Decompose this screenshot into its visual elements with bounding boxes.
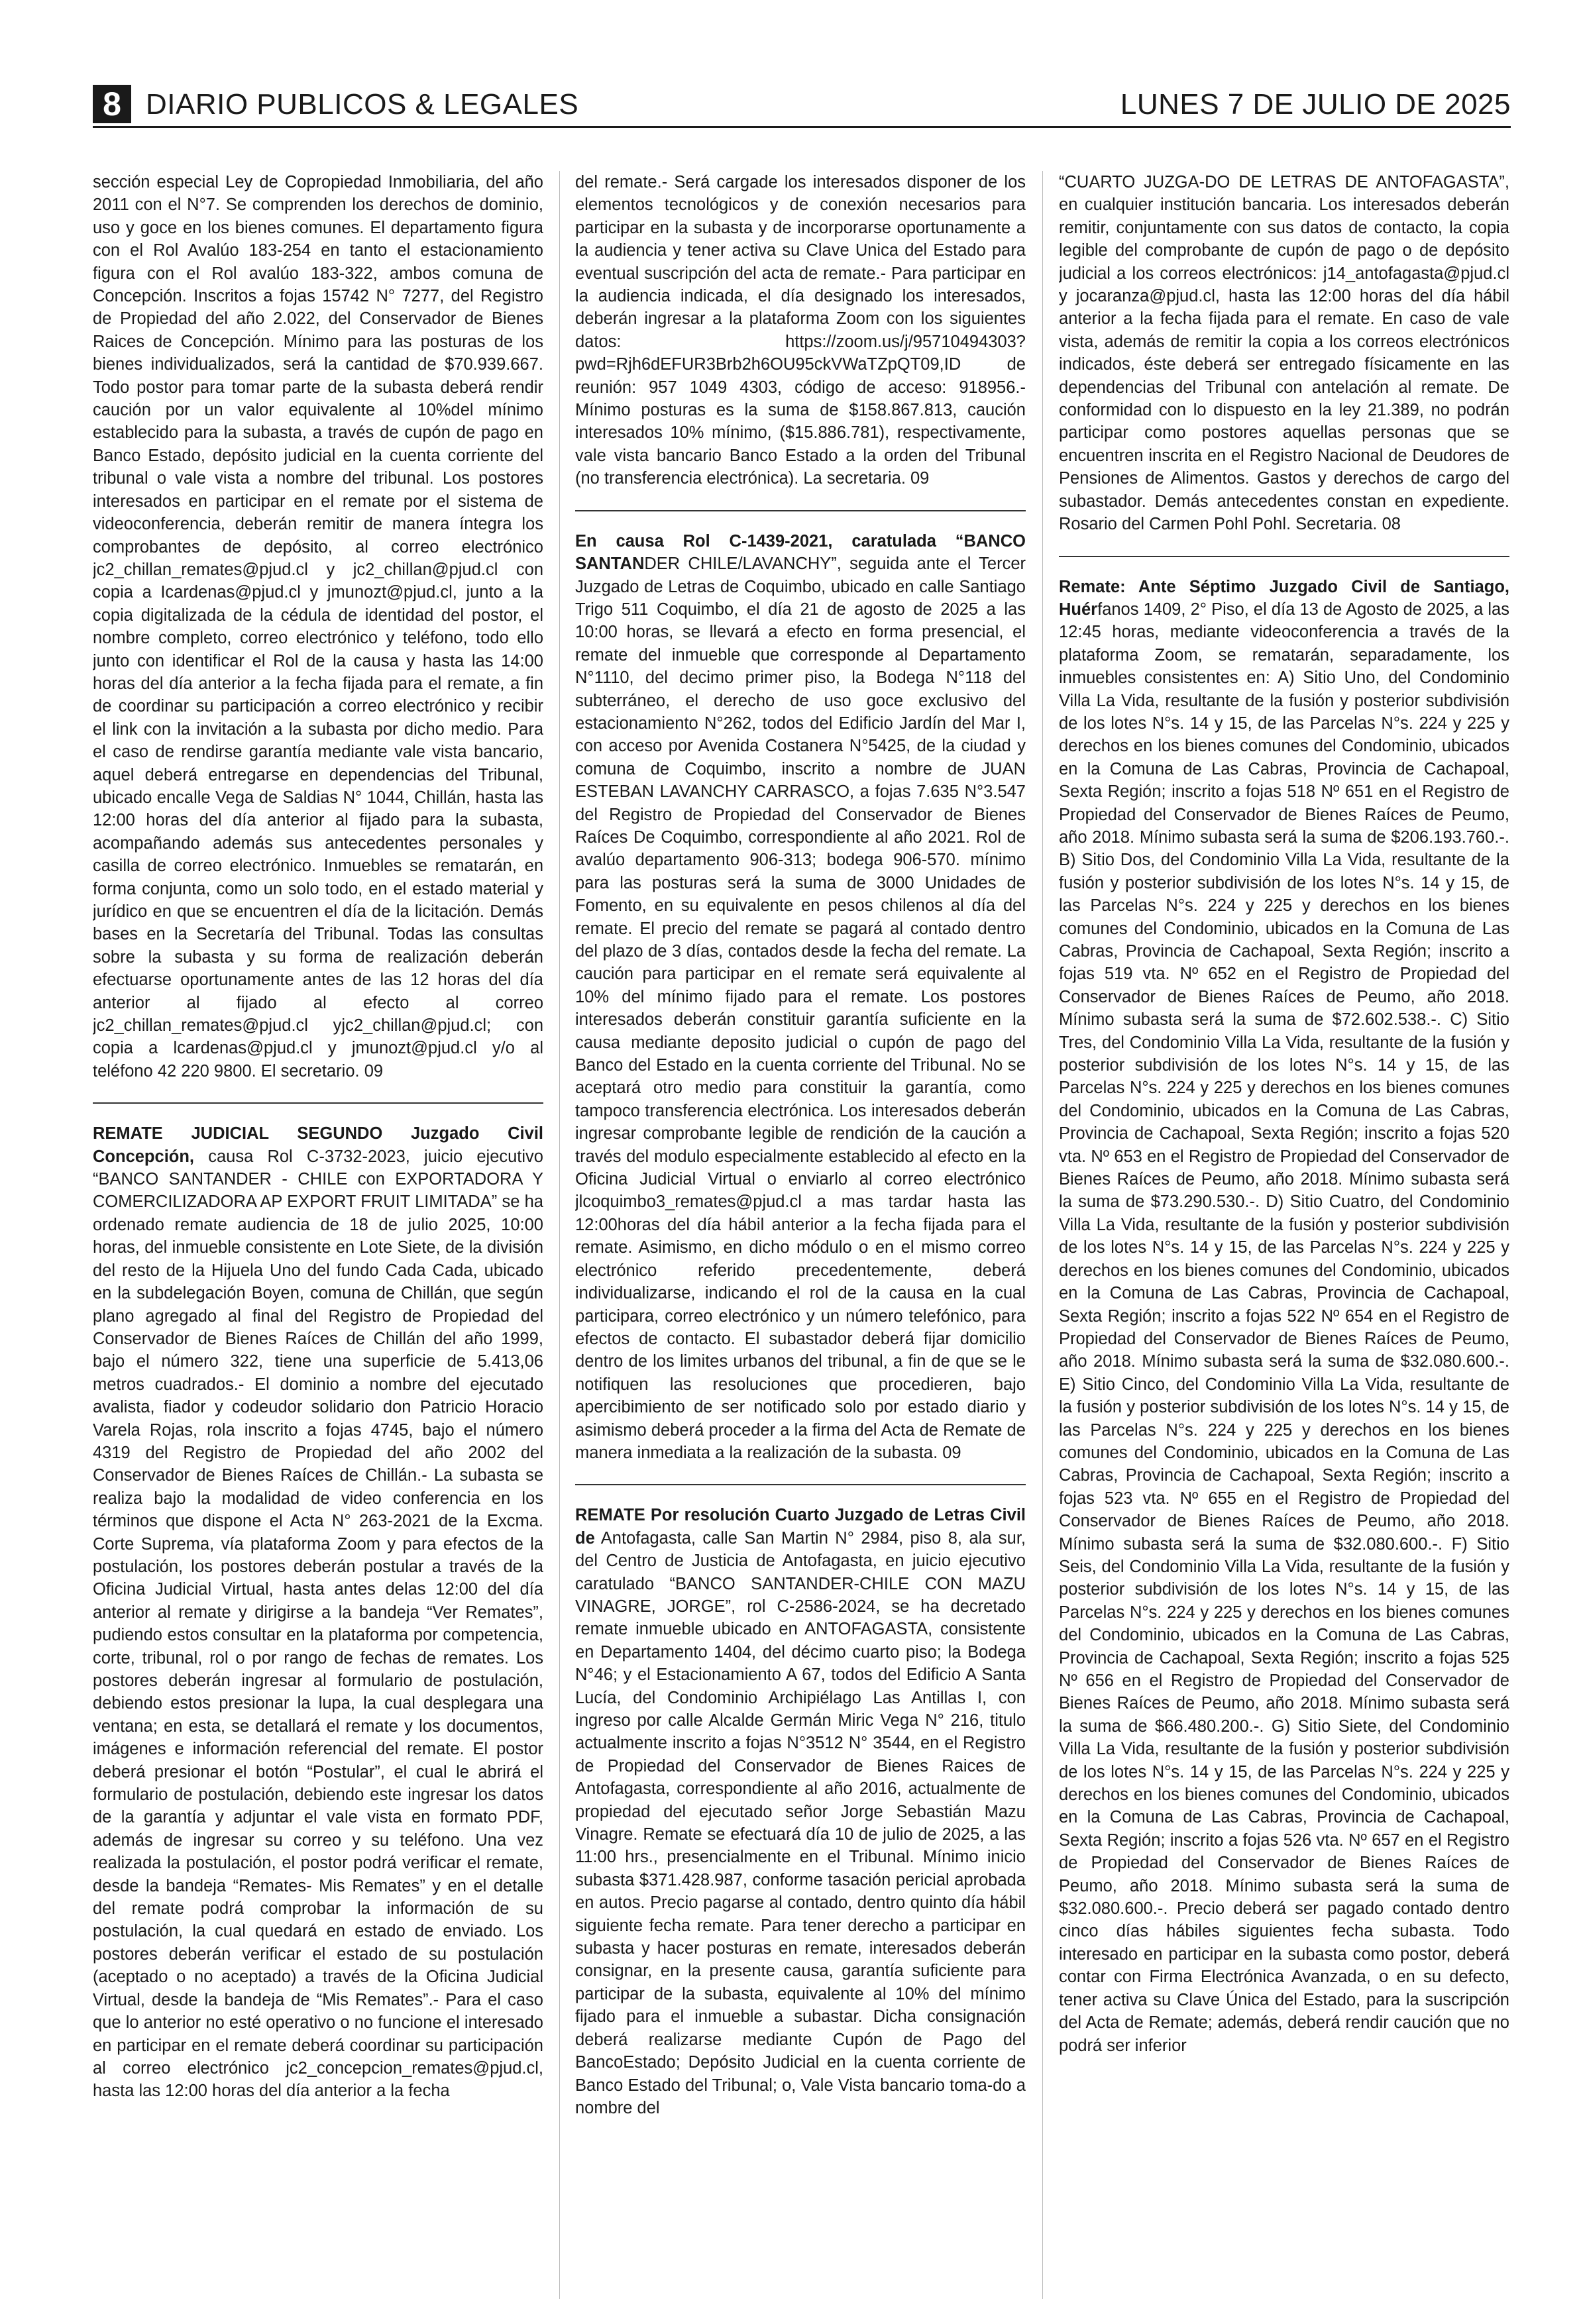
notice bbox=[93, 1102, 543, 2102]
notice-body: fanos 1409, 2° Piso, el día 13 de Agosto de 2025, a las 12:45 horas, mediante videoconferencia a través de la plataforma Zoom, se rematarán, separadamente, los inmuebles consistentes en: A) Sitio Uno, del Condominio Villa La Vida, resultante de la fusión y posterior subdivisión de los lotes N°s. 14 y 15, de las Parcelas N°s. 224 y 225 y derechos en los bienes comunes del Condominio, ubicados en la Comuna de Las Cabras, Provincia de Cachapoal, Sexta Región; inscrito a fojas 518 Nº 651 en el Registro de Propiedad del Conservador de Bienes Raíces de Peumo, año 2018. Mínimo subasta será la suma de $206.193.760.-. B) Sitio Dos, del Condominio Villa La Vida, resultante de la fusión y posterior subdivisión de los lotes N°s. 14 y 15, de las Parcelas N°s. 224 y 225 y derechos en los bienes comunes del Condominio, ubicados en la Comuna de Las Cabras, Provincia de Cachapoal, Sexta Región; inscrito a fojas 519 vta. Nº 652 en el Registro de Propiedad del Conservador de Bienes Raíces de Peumo, año 2018. Mínimo subasta será la suma de $72.602.538.-. C) Sitio Tres, del Condominio Villa La Vida, resultante de la fusión y posterior subdivisión de los lotes N°s. 14 y 15, de las Parcelas N°s. 224 y 225 y derechos en los bienes comunes del Condominio, ubicados en la Comuna de Las Cabras, Provincia de Cachapoal, Sexta Región; inscrito a fojas 520 vta. Nº 653 en el Registro de Propiedad del Conservador de Bienes Raíces de Peumo, año 2018. Mínimo subasta será la suma de $73.290.530.-. D) Sitio Cuatro, del Condominio Villa La Vida, resultante de la fusión y posterior subdivisión de los lotes N°s. 14 y 15, de las Parcelas N°s. 224 y 225 y derechos en los bienes comunes del Condominio, ubicados en la Comuna de Las Cabras, Provincia de Cachapoal, Sexta Región; inscrito a fojas 522 Nº 654 en el Registro de Propiedad del Conservador de Bienes Raíces de Peumo, año 2018. Mínimo subasta será la suma de $32.080.600.-. E) Sitio Cinco, del Condominio Villa La Vida, resultante de la fusión y posterior subdivisión de los lotes N°s. 14 y 15, de las Parcelas N°s. 224 y 225 y derechos en los bienes comunes del Condominio, ubicados en la Comuna de Las Cabras, Provincia de Cachapoal, Sexta Región; inscrito a fojas 523 vta. Nº 655 en el Registro de Propiedad del Conservador de Bienes Raíces de Peumo, año 2018. Mínimo subasta será la suma de $32.080.600.-. F) Sitio Seis, del Condominio Villa La Vida, resultante de la fusión y posterior subdivisión de los lotes N°s. 14 y 15, de las Parcelas N°s. 224 y 225 y derechos en los bienes comunes del Condominio, ubicados en la Comuna de Las Cabras, Provincia de Cachapoal, Sexta Región; inscrito a fojas 525 Nº 656 en el Registro de Propiedad del Conservador de Bienes Raíces de Peumo, año 2018. Mínimo subasta será la suma de $66.480.200.-. G) Sitio Siete, del Condominio Villa La Vida, resultante de la fusión y posterior subdivisión de los lotes N°s. 14 y 15, de las Parcelas N°s. 224 y 225 y derechos en los bienes comunes del Condominio, ubicados en la Comuna de Las Cabras, Provincia de Cachapoal, Sexta Región; inscrito a fojas 526 vta. Nº 657 en el Registro de Propiedad del Conservador de Bienes Raíces de Peumo, año 2018. Mínimo subasta será la suma de $32.080.600.-. Precio deberá ser pagado contado dentro cinco días hábiles siguientes fecha subasta. Todo interesado en participar en la subasta como postor, deberá contar con Firma Electrónica Avanzada, o en su defecto, tener activa su Clave Única del Estado, para la suscripción del Acta de Remate; además, deberá rendir caución que no podrá ser inferior bbox=[1059, 600, 1509, 2055]
notice bbox=[575, 1484, 1026, 2119]
notice-body: causa Rol C-3732-2023, juicio ejecutivo “BANCO SANTANDER - CHILE con EXPORTADORA Y COMERCILIZADORA AP EXPORT FRUIT LIMITADA” se ha ordenado remate audiencia de 18 de julio 2025, 10:00 horas, del inmueble consistente en Lote Siete, de la división del resto de la Hijuela Uno del fundo Cada Cada, ubicado en la subdelegación Boyen, comuna de Chillán, que según plano agregado al final del Registro de Propiedad del Conservador de Bienes Raíces de Chillán del año 1999, bajo el número 322, tiene una superficie de 5.413,06 metros cuadrados.- El dominio a nombre del ejecutado avalista, fiador y codeudor solidario don Patricio Horacio Varela Rojas, rola inscrito a fojas 4745, bajo el número 4319 del Registro de Propiedad del año 2002 del Conservador de Bienes Raíces de Chillán.- La subasta se realiza bajo la modalidad de video conferencia en los términos que dispone el Acta N° 263-2021 de la Excma. Corte Suprema, vía plataforma Zoom y para efectos de la postulación, los postores deberán postular a través de la Oficina Judicial Virtual, hasta antes delas 12:00 del día anterior al remate y dirigirse a la bandeja “Ver Remates”, pudiendo estos consultar en la plataforma por competencia, corte, tribunal, rol o por rango de fechas de remates. Los postores deberán ingresar al formulario de postulación, debiendo estos presionar la lupa, la cual desplegara una ventana; en esta, se detallará el remate y los documentos, imágenes e información referencial del remate. El postor deberá presionar el botón “Postular”, el cual le abrirá el formulario de postulación, debiendo este ingresar los datos de la garantía y adjuntar el vale vista en formato PDF, además de ingresar su correo y su teléfono. Una vez realizada la postulación, el postor podrá verificar el remate, desde la bandeja “Remates- Mis Remates” y en el detalle del remate podrá comprobar la información de su postulación, la cual quedará en estado de enviado. Los postores deberán verificar el estado de su postulación (aceptado o no aceptado) a través de la Oficina Judicial Virtual, desde la bandeja de “Mis Remates”.- Para el caso que lo anterior no esté operativo o no funcione el interesado en participar en el remate deberá coordinar su participación al correo electrónico jc2_concepcion_remates@pjud.cl, hasta las 12:00 horas del día anterior a la fecha bbox=[93, 1147, 543, 2101]
header-rule bbox=[93, 126, 1511, 128]
notice-body: del remate.- Será cargade los interesados disponer de los elementos tecnológicos y de conexión necesarios para participar en la subasta y de incorporarse oportunamente a la audiencia y tener activa su Clave Unica del Estado para eventual suscripción del acta de remate.- Para participar en la audiencia indicada, el día designado los interesados, deberán ingresar a la plataforma Zoom con los siguientes datos: https://zoom.us/j/95710494303?pwd=Rjh6dEFUR3Brb2h6OU95ckVWaTZpQT09,ID de reunión: 957 1049 4303, código de acceso: 918956.- Mínimo posturas es la suma de $158.867.813, caución interesados 10% mínimo, ($15.886.781), respectivamente, vale vista bancario Banco Estado a la orden del Tribunal (no transferencia electrónica). La secretaria. 09 bbox=[575, 173, 1026, 488]
column-2 bbox=[575, 171, 1026, 2299]
notice-text bbox=[1059, 171, 1509, 536]
notice bbox=[1059, 556, 1509, 2057]
notice-lead: REMATE Por resolución Cuarto Juzgado de Letras Civil de bbox=[575, 1506, 1026, 1548]
column-1 bbox=[93, 171, 543, 2299]
page-number: 8 bbox=[93, 85, 131, 123]
notice-body: “CUARTO JUZGA-DO DE LETRAS DE ANTOFAGASTA”, en cualquier institución bancaria. Los interesados deberán remitir, conjuntamente con sus datos de contacto, la copia legible del comprobante de cupón de pago o de depósito judicial a los correos electrónicos: j14_antofagasta@pjud.cl y jocaranza@pjud.cl, hasta las 12:00 horas del día hábil anterior a la fecha fijada para el remate. En caso de vale vista, además de remitir la copia a los correos electrónicos indicados, éste deberá ser entregado físicamente en las dependencias del Tribunal con antelación al remate. De conformidad con lo dispuesto en la ley 21.389, no podrán participar como postores aquellas personas que se encuentren inscrita en el Registro Nacional de Deudores de Pensiones de Alimentos. Gastos y derechos de cargo del subastador. Demás antecedentes constan en expediente. Rosario del Carmen Pohl Pohl. Secretaria. 08 bbox=[1059, 173, 1509, 534]
notice bbox=[1059, 171, 1509, 536]
notice-text bbox=[93, 171, 543, 1083]
notice bbox=[575, 510, 1026, 1465]
notice-body: DER CHILE/LAVANCHY”, seguida ante el Tercer Juzgado de Letras de Coquimbo, ubicado en calle Santiago Trigo 511 Coquimbo, el día 21 de agosto de 2025 a las 10:00 horas, se llevará a efecto en forma presencial, el remate del inmueble que corresponde al Departamento N°1110, del decimo primer piso, la Bodega N°118 del subterráneo, el derecho de uso goce exclusivo del estacionamiento N°262, todos del Edificio Jardín del Mar I, con acceso por Avenida Costanera N°5425, de la ciudad y comuna de Coquimbo, inscrito a nombre de JUAN ESTEBAN LAVANCHY CARRASCO, a fojas 7.635 N°3.547 del Registro de Propiedad del Conservador de Bienes Raíces De Coquimbo, correspondiente al año 2021. Rol de avalúo departamento 906-313; bodega 906-570. mínimo para las posturas será la suma de 3000 Unidades de Fomento, en su equivalente en pesos chilenos al día del remate. El precio del remate se pagará al contado dentro del plazo de 3 días, contados desde la fecha del remate. La caución para participar en el remate será equivalente al 10% del mínimo fijado para el remate. Los postores interesados deberán constituir garantía suficiente en la causa mediante deposito judicial o cupón de pago del Banco del Estado en la cuenta corriente del Tribunal. No se aceptará otro medio para constituir la garantía, como tampoco transferencia electrónica. Los interesados deberán ingresar comprobante legible de rendición de la caución a través del modulo especialmente establecido al efecto en la Oficina Judicial Virtual o enviarlo al correo electrónico jlcoquimbo3_remates@pjud.cl a mas tardar hasta las 12:00horas del día hábil anterior a la fecha fijada para el remate. Asimismo, en dicho módulo o en el mismo correo electrónico referido precedentemente, deberá individualizarse, indicando el rol de la causa en la cual participara, correo electrónico y un número telefónico, para efectos de contacto. El subastador deberá fijar domicilio dentro de los limites urbanos del tribunal, a fin de que se le notifiquen las resoluciones que procedieren, bajo apercibimiento de ser notificado solo por estado diario y asimismo deberá proceder a la firma del Acta de Remate de manera inmediata a la realización de la subasta. 09 bbox=[575, 555, 1026, 1462]
notice-body: Antofagasta, calle San Martin N° 2984, piso 8, ala sur, del Centro de Justicia de Antofagasta, en juicio ejecutivo caratulado “BANCO SANTANDER-CHILE CON MAZU VINAGRE, JORGE”, rol C-2586-2024, se ha decretado remate inmueble ubicado en ANTOFAGASTA, consistente en Departamento 1404, del décimo cuarto piso; la Bodega N°46; y el Estacionamiento A 67, todos del Edificio A Santa Lucía, del Condominio Archipiélago Las Antillas I, con ingreso por calle Alcalde Germán Miric Vega N° 216, titulo actualmente inscrito a fojas N°3512 N° 3544, en el Registro de Propiedad del Conservador de Bienes Raices de Antofagasta, correspondiente al año 2016, actualmente de propiedad del ejecutado señor Jorge Sebastián Mazu Vinagre. Remate se efectuará día 10 de julio de 2025, a las 11:00 hrs., presencialmente en el Tribunal. Mínimo inicio subasta $371.428.987, conforme tasación pericial aprobada en autos. Precio pagarse al contado, dentro quinto día hábil siguiente fecha remate. Para tener derecho a participar en subasta y hacer posturas en remate, interesados deberán consignar, en la presente causa, garantía suficiente para participar de la subasta, equivalente al 10% del mínimo fijado para el inmueble a subastar. Dicha consignación deberá realizarse mediante Cupón de Pago del BancoEstado; Depósito Judicial en la cuenta corriente de Banco Estado del Tribunal; o, Vale Vista bancario toma-do a nombre del bbox=[575, 1528, 1026, 2117]
notice-lead: REMATE JUDICIAL SEGUNDO Juzgado Civil Concepción, bbox=[93, 1124, 543, 1166]
notice bbox=[575, 171, 1026, 490]
column-separator bbox=[559, 171, 560, 2299]
page-header bbox=[93, 85, 1511, 123]
notice-text bbox=[575, 1504, 1026, 2119]
notice bbox=[93, 171, 543, 1083]
column-separator bbox=[1042, 171, 1043, 2299]
notice-lead: Remate: Ante Séptimo Juzgado Civil de Santiago, Huér bbox=[1059, 577, 1509, 619]
notice-body: sección especial Ley de Copropiedad Inmobiliaria, del año 2011 con el N°7. Se comprenden los derechos de dominio, uso y goce en los bienes comunes. El departamento figura con el Rol Avalúo 183-254 en tanto el estacionamiento figura con el Rol avalúo 183-322, ambos comuna de Concepción. Inscritos a fojas 15742 N° 7277, del Registro de Propiedad del año 2.022, del Conservador de Bienes Raices de Concepción. Mínimo para las posturas de los bienes individualizados, será la cantidad de $70.939.667. Todo postor para tomar parte de la subasta deberá rendir caución por un valor equivalente al 10%del mínimo establecido para la subasta, a través de cupón de pago en Banco Estado, depósito judicial en la cuenta corriente del tribunal o vale vista a nombre del tribunal. Los postores interesados en participar en el remate por el sistema de videoconferencia, deberán remitir de manera íntegra los comprobantes de depósito, al correo electrónico jc2_chillan_remates@pjud.cl y jc2_chillan@pjud.cl con copia a Icardenas@pjud.cl y jmunozt@pjud.cl, junto a la copia digitalizada de la cédula de identidad del postor, el nombre completo, correo electrónico y teléfono, todo ello junto con identificar el Rol de la causa y hasta las 14:00 horas del día anterior a la fecha fijada para el remate, a fin de coordinar su participación a correo electrónico y recibir el link con la invitación a la subasta por dicho medio. Para el caso de rendirse garantía mediante vale vista bancario, aquel deberá entregarse en dependencias del Tribunal, ubicado encalle Vega de Saldias N° 1044, Chillán, hasta las 12:00 horas del día anterior al fijado para la subasta, acompañando además sus antecedentes personales y casilla de correo electrónico. Inmuebles se rematarán, en forma conjunta, como un solo todo, en el estado material y jurídico en que se encuentren el día de la licitación. Demás bases en la Secretaría del Tribunal. Todas las consultas sobre la subasta y su forma de realización deberán efectuarse oportunamente antes de las 12 horas del día anterior al fijado al efecto al correo jc2_chillan_remates@pjud.cl yjc2_chillan@pjud.cl; con copia a lcardenas@pjud.cl y jmunozt@pjud.cl y/o al teléfono 42 220 9800. El secretario. 09 bbox=[93, 173, 543, 1081]
notice-text bbox=[93, 1122, 543, 2102]
notice-text bbox=[1059, 576, 1509, 2057]
notice-text bbox=[575, 171, 1026, 490]
column-3 bbox=[1059, 171, 1509, 2299]
notice-text bbox=[575, 530, 1026, 1465]
notice-lead: En causa Rol C-1439-2021, caratulada “BANCO SANTAN bbox=[575, 531, 1026, 574]
publication-date: LUNES 7 DE JULIO DE 2025 bbox=[1120, 88, 1511, 121]
publication-title: DIARIO PUBLICOS & LEGALES bbox=[146, 88, 579, 121]
